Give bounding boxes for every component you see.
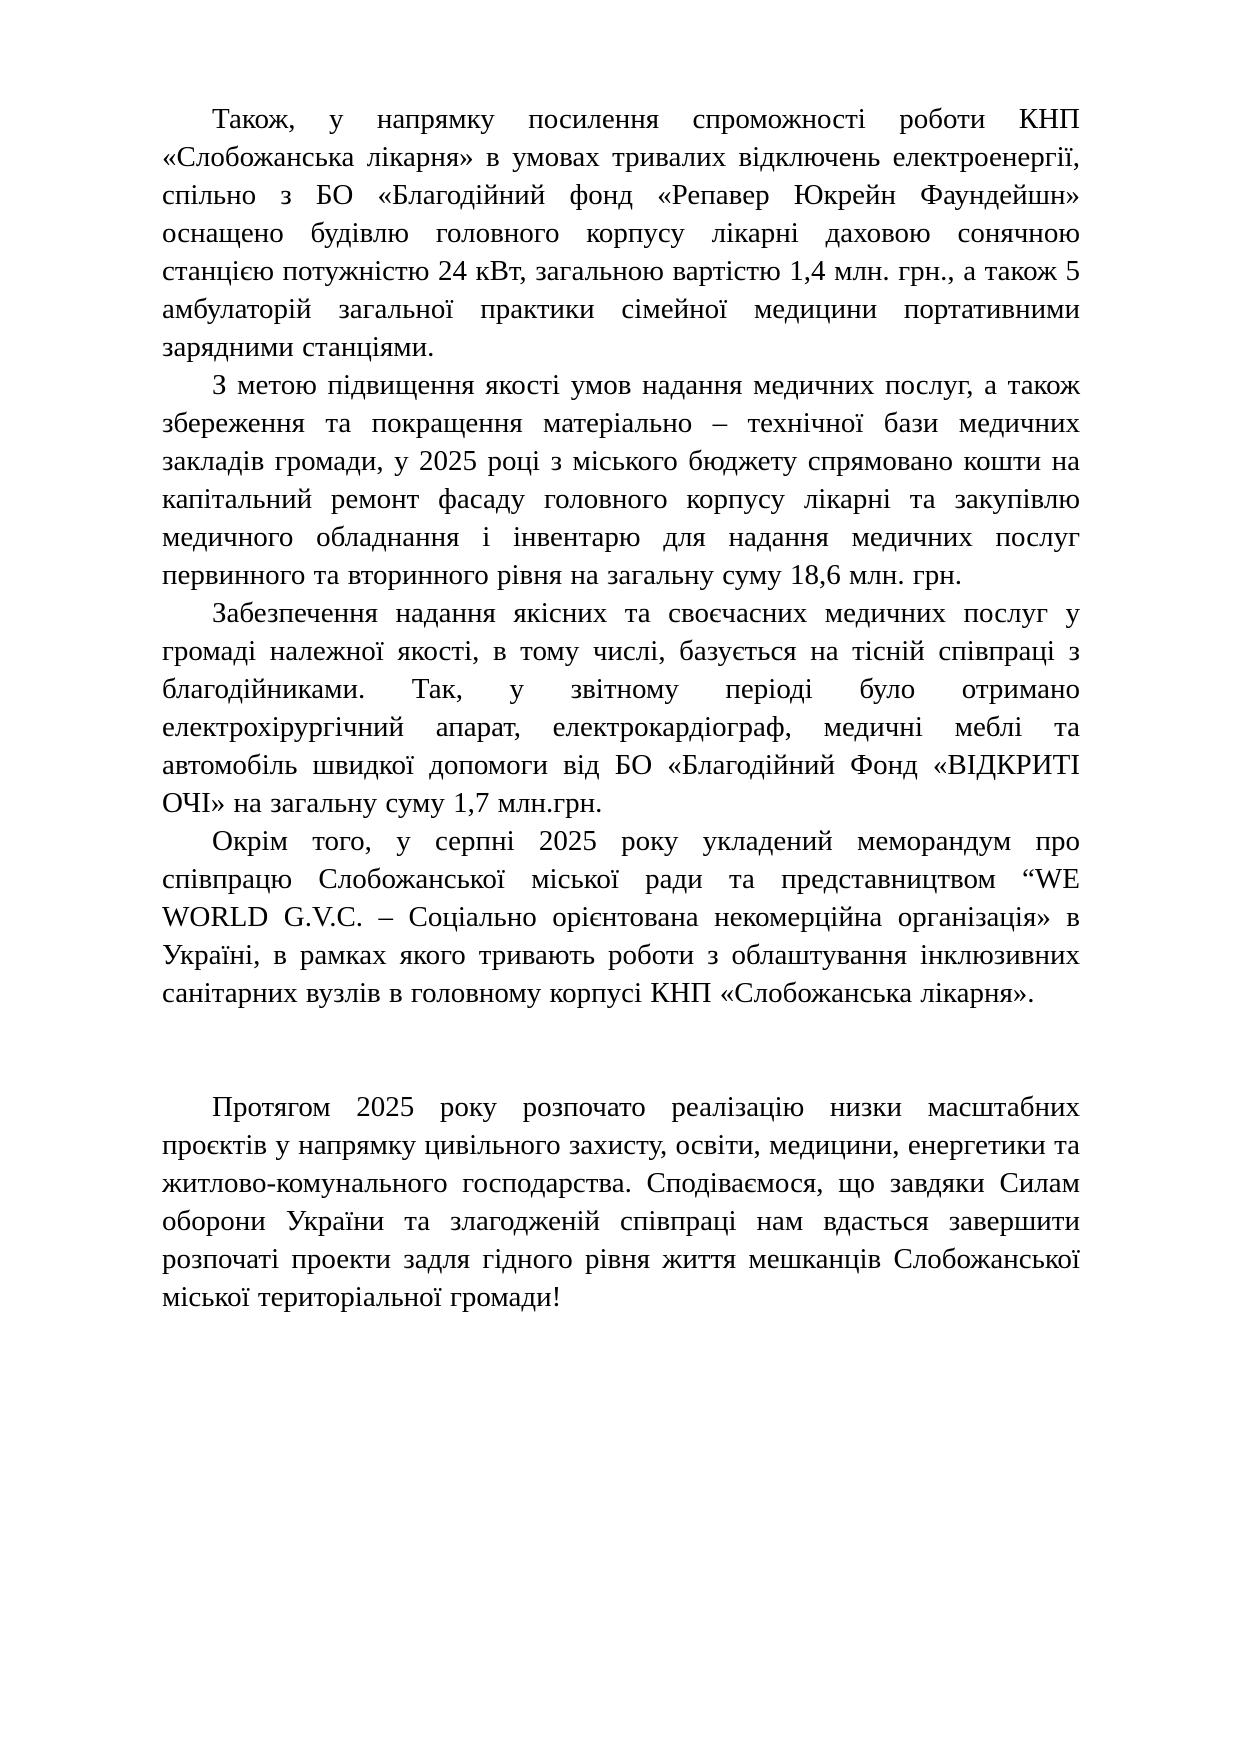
- paragraph-memorandum: Окрім того, у серпні 2025 року укладений меморандум про співпрацю Слобожанської міської ради та представництвом “WE WORLD G.V.C. – Соціально орієнтована некомерційна організація» в Україні, в рамках якого тривають роботи з облаштування інклюзивних санітарних вузлів в головному корпусі КНП «Слобожанська лікарня».: [162, 825, 1080, 1009]
- paragraph-hospital-renovation: З метою підвищення якості умов надання медичних послуг, а також збереження та покращення матеріально – технічної бази медичних закладів громади, у 2025 році з міського бюджету спрямовано кошти на капітальний ремонт фасаду головного корпусу лікарні та закупівлю медичного обладнання і інвентарю для надання медичних послуг первинного та вторинного рівня на загальну суму 18,6 млн. грн.: [162, 369, 1080, 591]
- paragraph-solar-stations: Також, у напрямку посилення спроможності роботи КНП «Слобожанська лікарня» в умовах тривалих відключень електроенергії, спільно з БО «Благодійний фонд «Репавер Юкрейн Фаундейшн» оснащено будівлю головного корпусу лікарні даховою сонячною станцією потужністю 24 кВт, загальною вартістю 1,4 млн. грн., а також 5 амбулаторій загальної практики сімейної медицини портативними зарядними станціями.: [162, 103, 1080, 363]
- paragraph-charity-donations: Забезпечення надання якісних та своєчасних медичних послуг у громаді належної якості, в тому числі, базується на тісній співпраці з благодійниками. Так, у звітному періоді було отримано електрохірургічний апарат, електрокардіограф, медичні меблі та автомобіль швидкої допомоги від БО «Благодійний Фонд «ВІДКРИТІ ОЧІ» на загальну суму 1,7 млн.грн.: [162, 597, 1080, 819]
- document-text-block: [162, 100, 1080, 1316]
- paragraph-closing-statement: Протягом 2025 року розпочато реалізацію низки масштабних проєктів у напрямку цивільного захисту, освіти, медицини, енергетики та житлово-комунального господарства. Сподіваємося, що завдяки Силам оборони України та злагодженій співпраці нам вдасться завершити розпочаті проекти задля гідного рівня життя мешканців Слобожанської міської територіальної громади!: [162, 1091, 1080, 1313]
